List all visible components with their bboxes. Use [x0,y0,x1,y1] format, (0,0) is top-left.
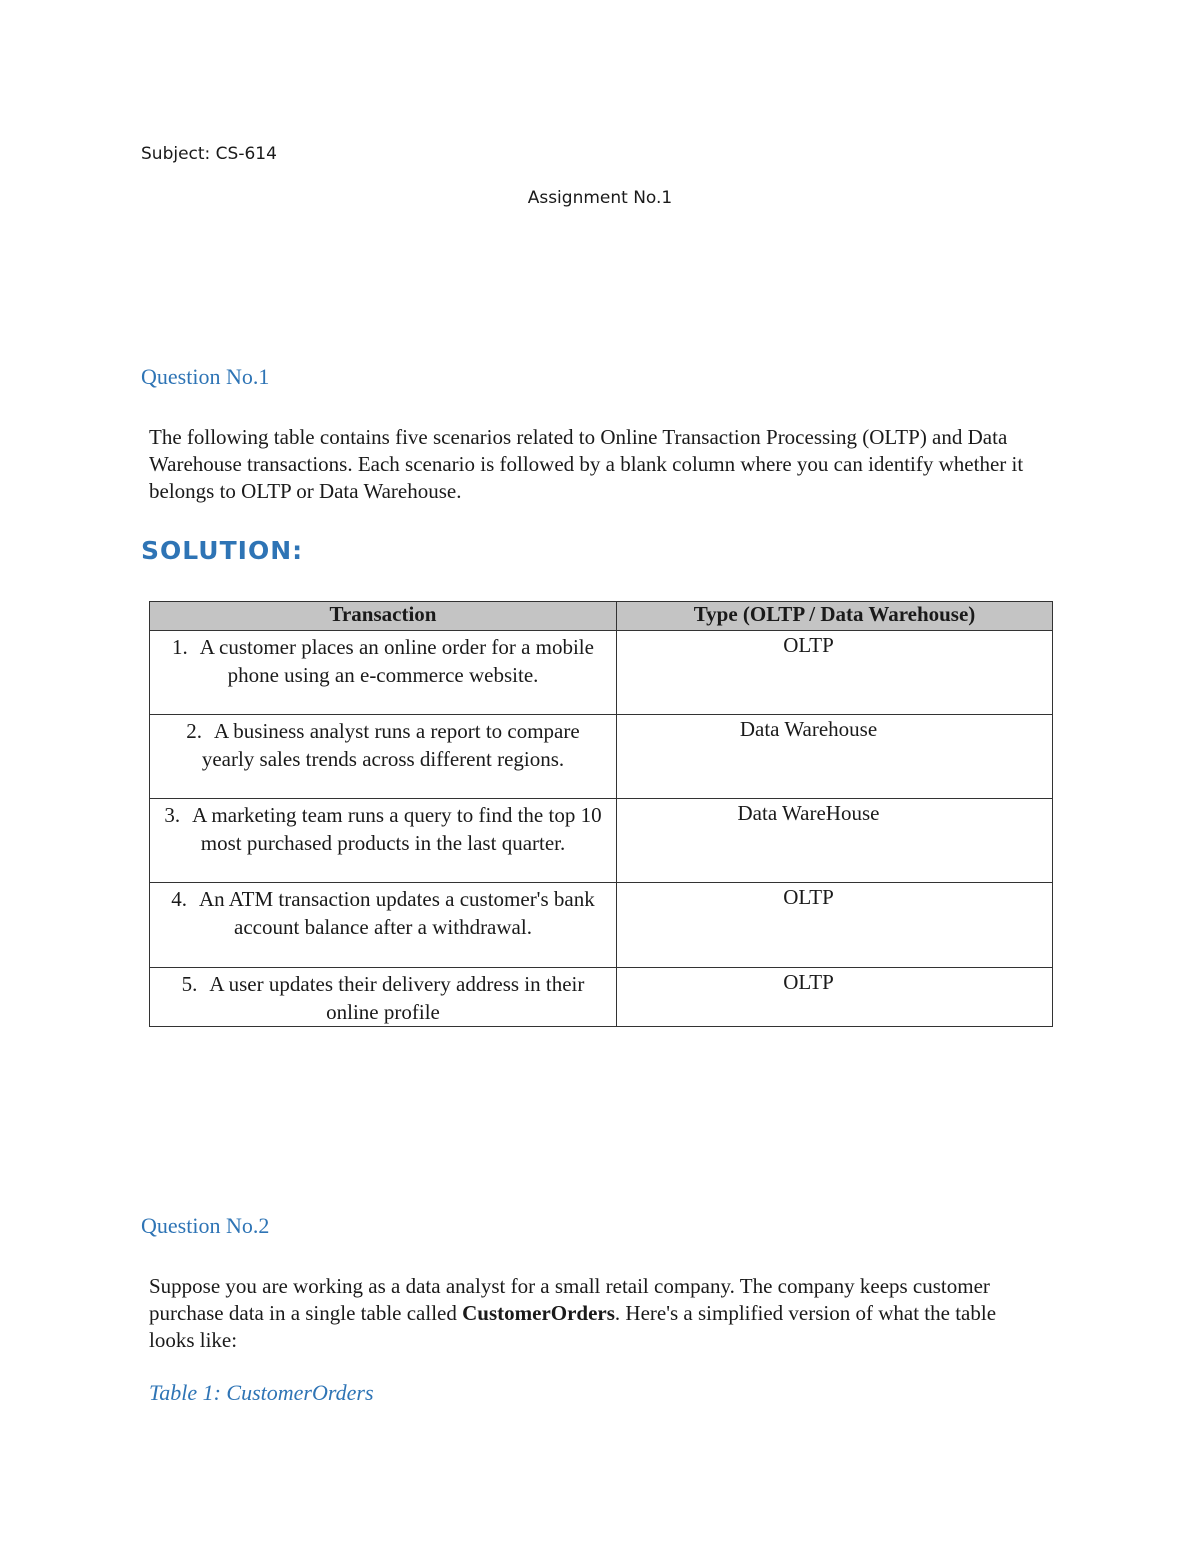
transaction-text: A user updates their delivery address in their online profile [209,972,585,1024]
question-1-text: The following table contains five scenarios related to Online Transaction Processing (OLTP) and Data Warehouse transactions. Each scenario is followed by a blank column where you can identify whether it belongs to OLTP or Data Warehouse. [149,425,1024,503]
transaction-cell [150,799,617,883]
transactions-table [149,601,1053,1027]
row-number: 3. [164,803,181,827]
question-1-heading: Question No.1 [141,364,270,389]
table-row [150,631,1053,715]
type-cell: Data WareHouse [617,799,1053,883]
header-transaction: Transaction [150,602,617,631]
table-row [150,715,1053,799]
row-number: 1. [172,635,188,659]
table-row [150,799,1053,883]
type-cell: OLTP [617,968,1053,1027]
table-row [150,968,1053,1027]
transaction-cell [150,883,617,968]
table-name: CustomerOrders [462,1301,615,1325]
row-number: 5. [181,972,198,996]
type-cell: OLTP [617,883,1053,968]
question-2-heading: Question No.2 [141,1213,270,1238]
table-header-row [150,602,1053,631]
table-row [150,883,1053,968]
transaction-cell [150,631,617,715]
transaction-cell [150,968,617,1027]
transaction-text: A marketing team runs a query to find the top 10 most purchased products in the last quarter. [192,803,602,855]
transaction-cell [150,715,617,799]
question-2-text [149,1273,1029,1354]
subject-line: Subject: CS-614 [141,144,277,164]
row-number: 2. [186,719,203,743]
row-number: 4. [171,887,188,911]
transaction-text: A customer places an online order for a mobile phone using an e-commerce website. [199,635,594,687]
transaction-text: An ATM transaction updates a customer's bank account balance after a withdrawal. [199,887,595,939]
transaction-text: A business analyst runs a report to compare yearly sales trends across different regions. [201,719,580,771]
type-cell: Data Warehouse [617,715,1053,799]
question-2-text-after: . Here's a simplified version of what the table looks like: [149,1301,997,1352]
header-type: Type (OLTP / Data Warehouse) [617,602,1053,631]
type-cell: OLTP [617,631,1053,715]
assignment-title: Assignment No.1 [527,188,673,208]
table-caption: Table 1: CustomerOrders [149,1380,374,1405]
solution-label: SOLUTION: [141,536,304,565]
question-2-text-before: Suppose you are working as a data analyst for a small retail company. The company keeps customer purchase data in a single table called [149,1274,990,1325]
